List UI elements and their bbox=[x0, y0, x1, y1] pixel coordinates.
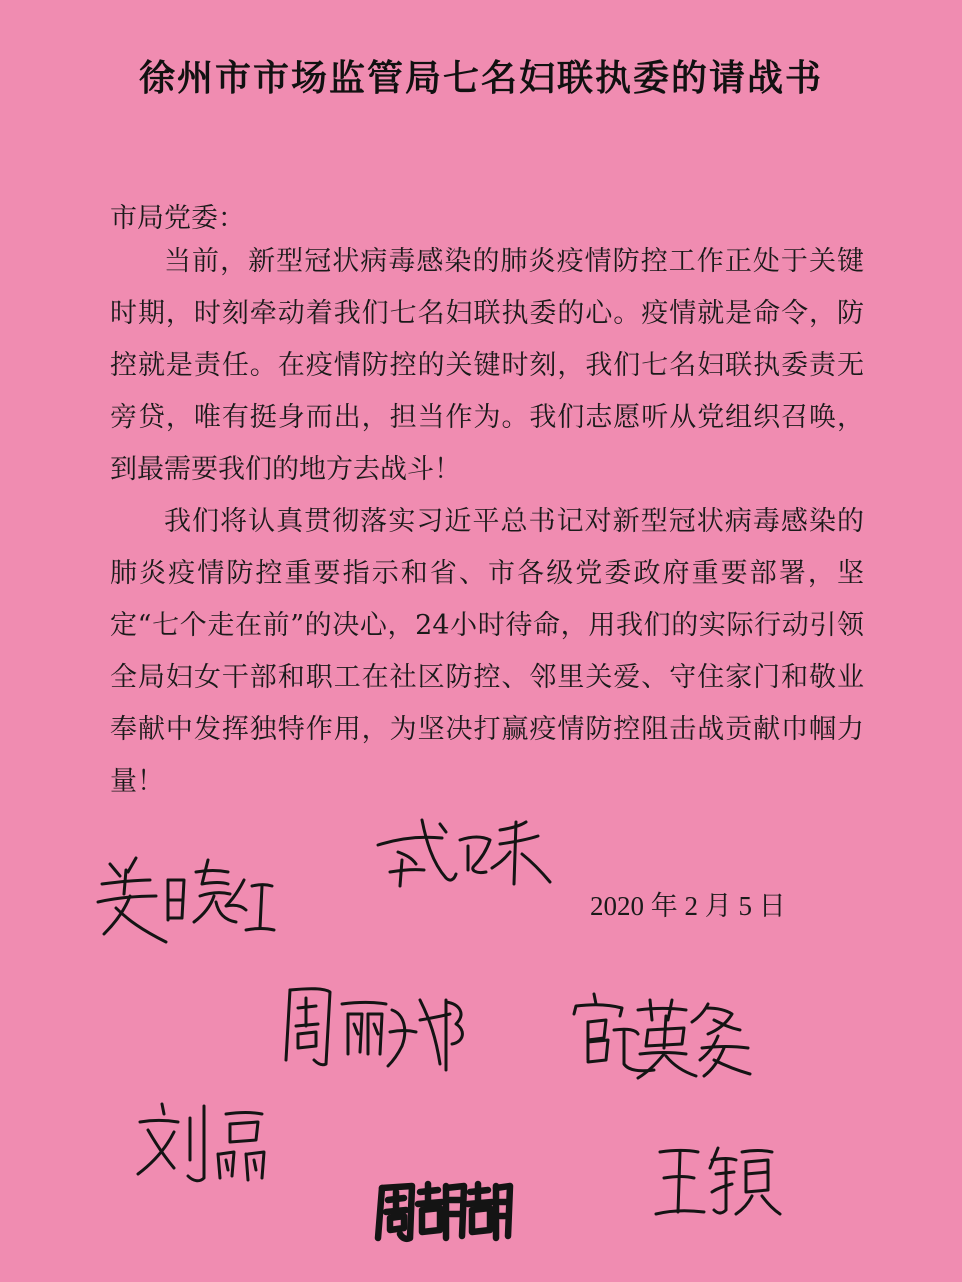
signature-zhou-tiantian bbox=[372, 1180, 512, 1246]
signature-liu-lei bbox=[134, 1098, 284, 1188]
paragraph-2: 我们将认真贯彻落实习近平总书记对新型冠状病毒感染的肺炎疫情防控重要指示和省、市各级党委政府重要部署，坚定“七个走在前”的决心，24小时待命，用我们的实际行动引领全局妇女干部和职工在社区防控、邻里关爱、守住家门和敬业奉献中发挥独特作用，为坚决打赢疫情防控阻击战贡献巾帼力量！ bbox=[110, 506, 864, 797]
letter-title: 徐州市市场监管局七名妇联执委的请战书 bbox=[138, 57, 823, 99]
signature-jiang-xiaohong bbox=[96, 850, 276, 950]
signature-huan-yingzi bbox=[568, 990, 758, 1090]
paragraph-1: 当前，新型冠状病毒感染的肺炎疫情防控工作正处于关键时期，时刻牵动着我们七名妇联执委的心。疫情就是命令，防控就是责任。在疫情防控的关键时刻，我们七名妇联执委责无旁贷，唯有挺身而出，担当作为。我们志愿听从党组织召唤，到最需要我们的地方去战斗！ bbox=[110, 246, 864, 485]
letter-date: 2020 年 2 月 5 日 bbox=[590, 891, 786, 921]
salutation: 市局党委： bbox=[110, 203, 245, 234]
signature-wang-ying bbox=[652, 1138, 782, 1228]
letter-body bbox=[110, 236, 864, 808]
signature-wu-weiqiu bbox=[360, 800, 560, 890]
signature-zhou-lina bbox=[270, 980, 470, 1080]
